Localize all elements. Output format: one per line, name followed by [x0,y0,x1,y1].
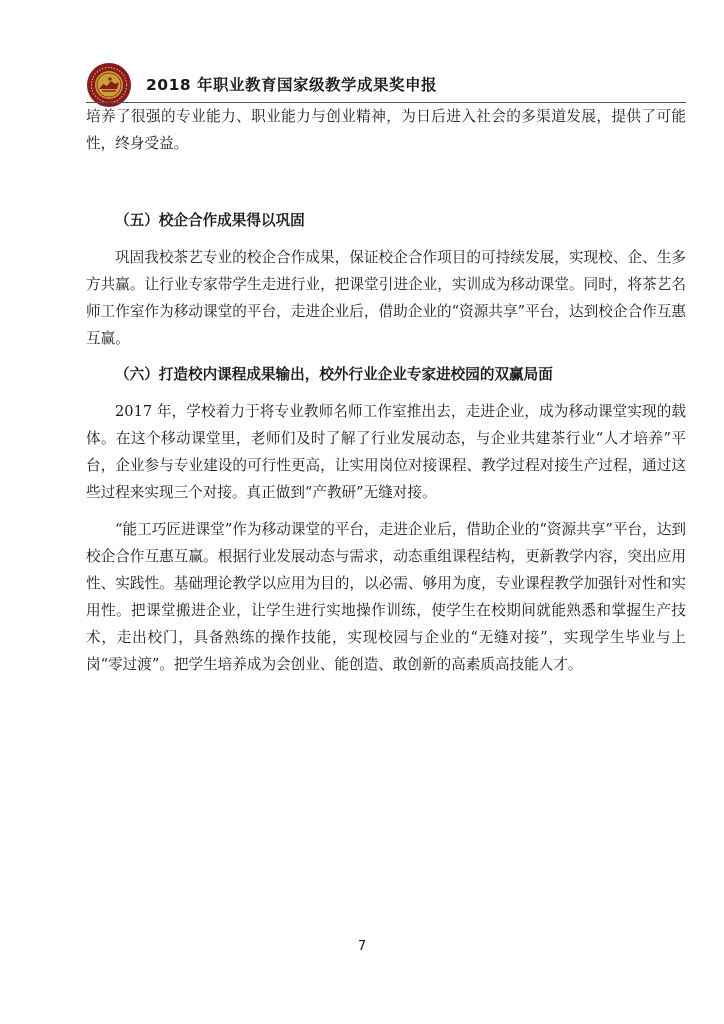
section-6-paragraph-2: “能工巧匠进课堂”作为移动课堂的平台，走进企业后，借助企业的“资源共享”平台，达到校企合作互惠互赢。根据行业发展动态与需求，动态重组课程结构，更新教学内容，突出应用性、实践性。基础理论教学以应用为目的，以必需、够用为度，专业课程教学加强针对性和实用性。把课堂搬进企业，让学生进行实地操作训练，使学生在校期间就能熟悉和掌握生产技术，走出校门，具备熟练的操作技能，实现校园与企业的“无缝对接”，实现学生毕业与上岗“零过渡”。把学生培养成为会创业、能创造、敢创新的高素质高技能人才。 [86,521,686,673]
document-body [86,103,686,678]
section-6-heading: （六）打造校内课程成果输出，校外行业企业专家进校园的双赢局面 [115,366,553,383]
intro-paragraph: 培养了很强的专业能力、职业能力与创业精神，为日后进入社会的多渠道发展，提供了可能性，终身受益。 [86,108,686,152]
page-number: 7 [357,939,367,954]
section-6-paragraph-1: 2017 年，学校着力于将专业教师名师工作室推出去，走进企业，成为移动课堂实现的载体。在这个移动课堂里，老师们及时了解了行业发展动态，与企业共建茶行业“人才培养”平台，企业参与专业建设的可行性更高，让实用岗位对接课程、教学过程对接生产过程，通过这些过程来实现三个对接。真正做到“产教研”无缝对接。 [86,403,686,501]
header-title: 2018 年职业教育国家级教学成果奖申报 [146,76,438,94]
section-5-heading: （五）校企合作成果得以巩固 [115,212,305,229]
section-5-paragraph: 巩固我校茶艺专业的校企合作成果，保证校企合作项目的可持续发展，实现校、企、生多方共赢。让行业专家带学生走进行业，把课堂引进企业，实训成为移动课堂。同时，将茶艺名师工作室作为移动课堂的平台，走进企业后，借助企业的“资源共享”平台，达到校企合作互惠互赢。 [86,249,686,347]
